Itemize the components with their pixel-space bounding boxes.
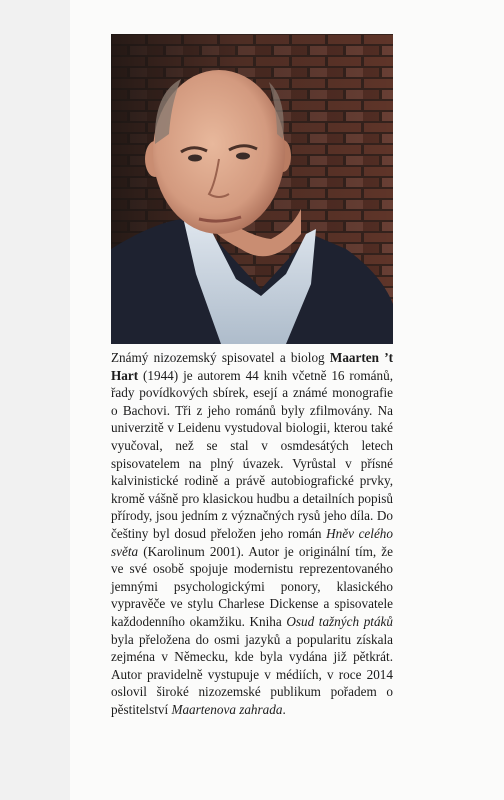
bio-text-3: (Karolinum 2001). Autor je originální tím, že ve své osobě spojuje modernistu reprezentovaného jemnými psychologickými ponory, klasického vypravěče ve stylu Charlese Dickense a spisovatele každodenního okamžiku. Kniha xyxy=(111,543,393,629)
tv-show-title: Maartenova zahrada xyxy=(171,701,283,717)
page-left-margin xyxy=(0,0,70,800)
author-photo xyxy=(111,34,393,344)
bio-text-4: byla přeložena do osmi jazyků a popularitu získala zejména v Německu, kde byla vydána již pětkrát. Autor pravidelně vystupuje v médiích, v roce 2014 oslovil široké nizozemské publikum pořadem o pěstitelství xyxy=(111,631,393,717)
book-title-2: Osud tažných ptáků xyxy=(286,613,393,629)
bio-text-5: . xyxy=(282,701,286,717)
author-biography xyxy=(111,349,393,718)
author-portrait-image xyxy=(111,34,393,344)
bio-text-2: (1944) je autorem 44 knih včetně 16 románů, řady povídkových sbírek, esejí a známé monografie o Bachovi. Tři z jeho románů byly zfilmovány. Na univerzitě v Leidenu vystudoval biologii, kterou také vyučoval, než se stal v osmdesátých letech spisovatelem na plný úvazek. Vyrůstal v přísné kalvinistické rodině a právě autobiografické prvky, kromě vášně pro klasickou hudbu a detailních popisů přírody, jsou jedním z význačných rysů jeho díla. Do češtiny byl dosud přeložen jeho román xyxy=(111,367,393,541)
bio-text-1: Známý nizozemský spisovatel a biolog xyxy=(111,350,330,365)
author-name: Maarten ’t Hart xyxy=(111,350,393,383)
book-title-1: Hněv celého světa xyxy=(111,525,393,559)
